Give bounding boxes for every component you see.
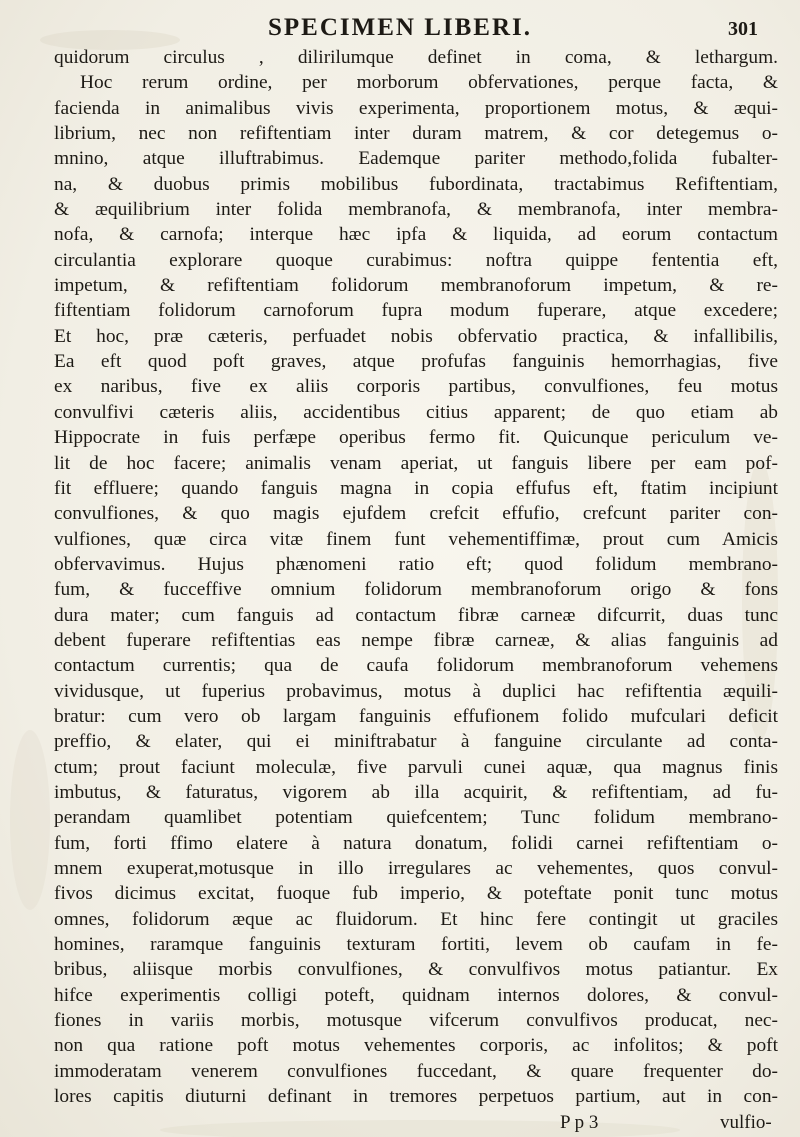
text-line: convulfivi cæteris aliis, accidentibus citius apparent; de quo etiam ab xyxy=(54,401,778,423)
text-line: mnem exuperat,motusque in illo irregulares ac vehementes, quos convul- xyxy=(54,858,778,879)
text-line: convulfiones, & quo magis ejufdem crefcit effufio, crefcunt pariter con- xyxy=(54,503,778,525)
text-line: lit de hoc facere; animalis venam aperiat, ut fanguis libere per eam pof- xyxy=(54,452,778,474)
text-line: Hippocrate in fuis perfæpe operibus fermo fit. Quicunque periculum ve- xyxy=(54,427,778,449)
text-line: fivos dicimus excitat, fuoque fub imperio, & poteftate ponit tunc motus xyxy=(54,883,778,905)
text-line: hifce experimentis colligi poteft, quidnam internos dolores, & convul- xyxy=(54,984,778,1006)
text-line: non qua ratione poft motus vehementes corporis, ac infolitos; & poft xyxy=(54,1035,778,1057)
text-line: fiftentiam folidorum carnoforum fupra modum fuperare, atque excedere; xyxy=(54,300,778,322)
text-line: immoderatam venerem convulfiones fuccedant, & quare frequenter do- xyxy=(54,1060,778,1082)
text-line: imbutus, & faturatus, vigorem ab illa acquirit, & refiftentiam, ad fu- xyxy=(54,781,778,803)
text-line: dura mater; cum fanguis ad contactum fibræ carneæ difcurrit, duas tunc xyxy=(54,604,778,626)
text-line: preffio, & elater, qui ei miniftrabatur à fanguine circulante ad conta- xyxy=(54,731,778,753)
page-number: 301 xyxy=(728,18,758,40)
text-line: impetum, & refiftentiam folidorum membranoforum impetum, & re- xyxy=(54,275,778,297)
signature-mark: P p 3 xyxy=(560,1112,599,1133)
text-line: fum, & fucceffive omnium folidorum membranoforum origo & fons xyxy=(54,579,778,601)
text-line: mnino, atque illuftrabimus. Eademque pariter methodo,folida fubalter- xyxy=(54,148,778,170)
text-line: omnes, folidorum æque ac fluidorum. Et hinc fere contingit ut graciles xyxy=(54,908,778,930)
text-line: bribus, aliisque morbis convulfiones, & convulfivos motus patiantur. Ex xyxy=(54,959,778,981)
text-line: bratur: cum vero ob largam fanguinis effufionem folido mufculari deficit xyxy=(54,705,778,727)
running-head: SPECIMEN LIBERI. xyxy=(268,14,532,41)
text-line: ctum; prout faciunt moleculæ, five parvuli cunei aquæ, qua magnus finis xyxy=(54,756,778,778)
catchword: vulfio- xyxy=(720,1112,772,1133)
text-line: contactum currentis; qua de caufa folidorum membranoforum vehemens xyxy=(54,655,778,677)
text-line: ex naribus, five ex aliis corporis partibus, convulfiones, feu motus xyxy=(54,376,778,398)
text-line: & æquilibrium inter folida membranofa, & membranofa, inter membra- xyxy=(54,199,778,221)
text-line: Ea eft quod poft graves, atque profufas fanguinis hemorrhagias, five xyxy=(54,351,778,373)
text-line: na, & duobus primis mobilibus fubordinata, tractabimus Refiftentiam, xyxy=(54,173,778,195)
text-line: nofa, & carnofa; interque hæc ipfa & liquida, ad eorum contactum xyxy=(54,224,778,246)
text-line: lores capitis diuturni definant in tremores perpetuos partium, aut in con- xyxy=(54,1086,778,1108)
text-line: fiones in variis morbis, motusque vifcerum convulfivos producat, nec- xyxy=(54,1010,778,1032)
text-line: librium, nec non refiftentiam inter duram matrem, & cor detegemus o- xyxy=(54,123,778,145)
text-line: Et hoc, præ cæteris, perfuadet nobis obfervatio practica, & infallibilis, xyxy=(54,325,778,347)
text-line: Hoc rerum ordine, per morborum obfervationes, perque facta, & xyxy=(80,72,778,94)
text-line: circulantia explorare quoque curabimus: noftra quippe fententia eft, xyxy=(54,249,778,271)
text-line: homines, raramque fanguinis texturam fortiti, levem ob caufam in fe- xyxy=(54,934,778,956)
page-header xyxy=(0,8,800,42)
text-line: fum, forti ffimo elatere à natura donatum, folidi carnei refiftentiam o- xyxy=(54,832,778,854)
text-line: vulfiones, quæ circa vitæ finem funt vehementiffimæ, prout cum Amicis xyxy=(54,528,778,550)
text-line: debent fuperare refiftentias eas nempe fibræ carneæ, & alias fanguinis ad xyxy=(54,629,778,651)
text-line: quidorum circulus , dilirilumque definet in coma, & lethargum. xyxy=(54,47,778,68)
text-line: obfervavimus. Hujus phænomeni ratio eft; quod folidum membrano- xyxy=(54,553,778,575)
page-footer xyxy=(0,1112,800,1136)
text-line: vividusque, ut fuperius probavimus, motus à duplici hac refiftentia æquili- xyxy=(54,680,778,702)
text-line: perandam quamlibet potentiam quiefcentem; Tunc folidum membrano- xyxy=(54,807,778,829)
text-line: facienda in animalibus vivis experimenta, proportionem motus, & æqui- xyxy=(54,97,778,119)
body-text xyxy=(54,45,778,1109)
text-line: fit effluere; quando fanguis magna in copia effufus eft, ftatim incipiunt xyxy=(54,477,778,499)
